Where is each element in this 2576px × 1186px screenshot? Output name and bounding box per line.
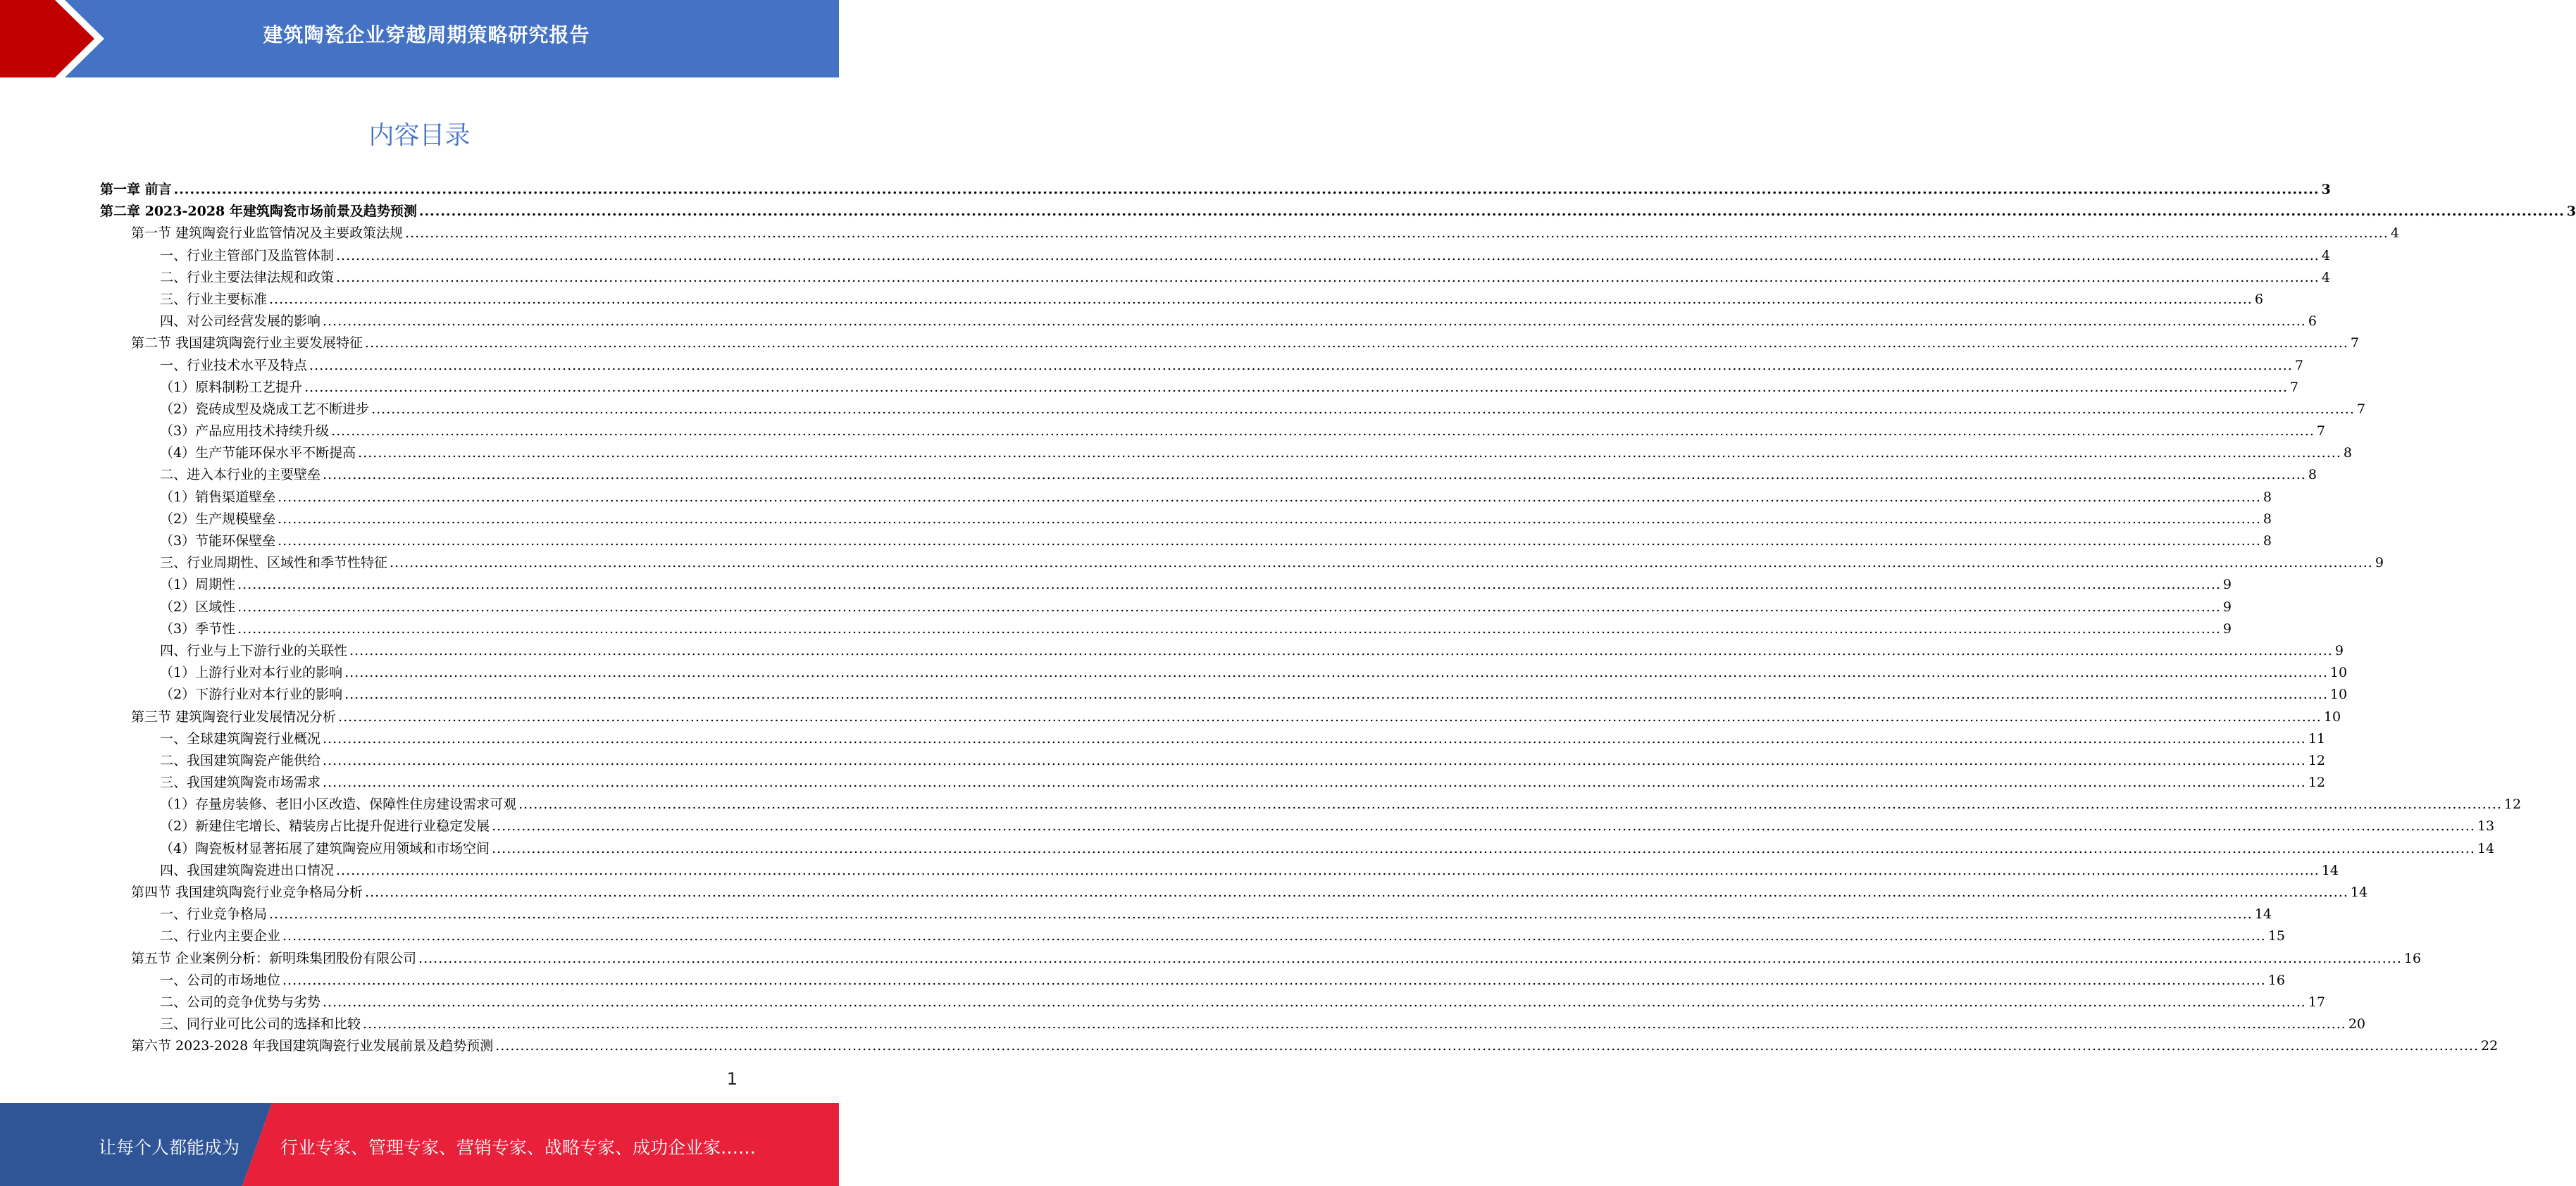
toc-entry[interactable] xyxy=(160,816,2495,837)
toc-entry-page: 8 xyxy=(2263,533,2272,549)
toc-entry-label: 二、我国建筑陶瓷产能供给 xyxy=(160,752,321,768)
toc-entry[interactable] xyxy=(131,223,2399,244)
toc-entry[interactable] xyxy=(131,948,2422,970)
toc-entry-page: 4 xyxy=(2321,269,2330,285)
toc-entry-page: 6 xyxy=(2254,291,2263,307)
toc-entry[interactable] xyxy=(160,618,2232,640)
toc-entry-page: 9 xyxy=(2222,599,2232,615)
toc-entry-label: （2）瓷砖成型及烧成工艺不断进步 xyxy=(160,401,370,417)
toc-entry-page: 13 xyxy=(2477,818,2495,835)
toc-entry-page: 22 xyxy=(2481,1038,2499,1054)
toc-entry[interactable] xyxy=(160,640,2344,662)
toc-entry-label: （1）销售渠道壁垒 xyxy=(160,489,276,505)
toc-entry-page: 10 xyxy=(2329,665,2348,681)
toc-entry-page: 3 xyxy=(2321,182,2331,197)
toc-entry-page: 7 xyxy=(2356,401,2366,417)
toc-entry-page: 16 xyxy=(2267,972,2286,988)
toc-entry[interactable] xyxy=(160,838,2495,860)
toc-entry[interactable] xyxy=(131,332,2359,354)
toc-entry-label: 一、行业主管部门及监管体制 xyxy=(160,247,335,263)
toc-entry[interactable] xyxy=(131,882,2368,904)
toc-entry-page: 14 xyxy=(2321,862,2339,878)
toc-entry[interactable] xyxy=(160,772,2326,794)
toc-entry-label: 二、行业内主要企业 xyxy=(160,928,281,944)
toc-leader-dots: ................................................................................................................................................................................................................................................................................................................................................................................................................ xyxy=(338,709,2322,725)
toc-entry[interactable] xyxy=(160,399,2366,420)
toc-entry[interactable] xyxy=(160,662,2348,684)
toc-entry-page: 6 xyxy=(2308,313,2317,330)
toc-entry-label: （2）新建住宅增长、精装房占比提升促进行业稳定发展 xyxy=(160,818,490,835)
toc-entry-page: 8 xyxy=(2263,511,2272,527)
toc-entry[interactable] xyxy=(160,267,2330,289)
toc-entry[interactable] xyxy=(160,355,2303,377)
toc-entry-page: 9 xyxy=(2222,620,2232,637)
toc-leader-dots: ................................................................................................................................................................................................................................................................................................................................................................................................................ xyxy=(323,994,2306,1010)
toc-entry[interactable] xyxy=(160,597,2232,618)
footer-banner xyxy=(0,1103,839,1186)
toc-entry[interactable] xyxy=(160,289,2263,311)
toc-leader-dots: ................................................................................................................................................................................................................................................................................................................................................................................................................ xyxy=(278,511,2261,527)
toc-entry-page: 9 xyxy=(2334,642,2344,658)
toc-entry-label: （3）节能环保壁垒 xyxy=(160,533,276,549)
toc-entry-page: 12 xyxy=(2308,775,2326,791)
toc-entry[interactable] xyxy=(131,706,2341,728)
toc-entry[interactable] xyxy=(160,377,2299,399)
footer-slogan-right: 行业专家、管理专家、营销专家、战略专家、成功企业家…… xyxy=(280,1137,757,1158)
toc-entry-label: （1）原料制粉工艺提升 xyxy=(160,379,303,395)
toc-entry[interactable] xyxy=(160,728,2326,750)
toc-leader-dots: ................................................................................................................................................................................................................................................................................................................................................................................................................ xyxy=(344,665,2328,681)
toc-entry-label: 三、行业主要标准 xyxy=(160,291,268,307)
toc-leader-dots: ................................................................................................................................................................................................................................................................................................................................................................................................................ xyxy=(282,928,2266,944)
toc-leader-dots: ................................................................................................................................................................................................................................................................................................................................................................................................................ xyxy=(269,291,2253,307)
toc-entry-page: 15 xyxy=(2267,928,2286,944)
toc-entry-label: （3）季节性 xyxy=(160,620,236,637)
toc-entry[interactable] xyxy=(160,464,2317,486)
toc-entry[interactable] xyxy=(160,1013,2366,1035)
toc-entry[interactable] xyxy=(160,245,2330,267)
toc-entry[interactable] xyxy=(160,904,2272,925)
toc-leader-dots: ................................................................................................................................................................................................................................................................................................................................................................................................................ xyxy=(365,335,2348,351)
toc-entry-label: 一、行业竞争格局 xyxy=(160,906,268,923)
toc-leader-dots: ................................................................................................................................................................................................................................................................................................................................................................................................................ xyxy=(323,752,2306,768)
toc-entry-label: 一、全球建筑陶瓷行业概况 xyxy=(160,730,321,747)
toc-entry-page: 7 xyxy=(2289,379,2299,395)
toc-leader-dots: ................................................................................................................................................................................................................................................................................................................................................................................................................ xyxy=(349,642,2333,658)
toc-entry-label: （1）上游行业对本行业的影响 xyxy=(160,665,343,681)
toc-leader-dots: ................................................................................................................................................................................................................................................................................................................................................................................................................ xyxy=(365,885,2348,900)
toc-entry-label: （3）产品应用技术持续升级 xyxy=(160,423,330,439)
toc-entry-label: 二、行业主要法律法规和政策 xyxy=(160,269,335,285)
toc-leader-dots: ................................................................................................................................................................................................................................................................................................................................................................................................................ xyxy=(390,555,2373,571)
toc-leader-dots: ................................................................................................................................................................................................................................................................................................................................................................................................................ xyxy=(282,972,2266,988)
toc-entry-page: 8 xyxy=(2263,489,2272,505)
toc-leader-dots: ................................................................................................................................................................................................................................................................................................................................................................................................................ xyxy=(363,1016,2346,1032)
toc-leader-dots: ................................................................................................................................................................................................................................................................................................................................................................................................................ xyxy=(358,445,2341,461)
toc-entry-label: 四、行业与上下游行业的关联性 xyxy=(160,642,348,658)
toc-entry[interactable] xyxy=(160,860,2339,882)
toc-entry-page: 4 xyxy=(2390,225,2399,242)
toc-leader-dots: ................................................................................................................................................................................................................................................................................................................................................................................................................ xyxy=(323,313,2306,330)
toc-entry-label: （1）存量房装修、老旧小区改造、保障性住房建设需求可观 xyxy=(160,797,517,813)
toc-leader-dots: ................................................................................................................................................................................................................................................................................................................................................................................................................ xyxy=(323,467,2306,483)
toc-entry-label: 第二章 2023-2028 年建筑陶瓷市场前景及趋势预测 xyxy=(100,204,417,220)
toc-leader-dots: ................................................................................................................................................................................................................................................................................................................................................................................................................ xyxy=(336,269,2320,285)
toc-entry-page: 3 xyxy=(2566,204,2576,220)
toc-leader-dots: ................................................................................................................................................................................................................................................................................................................................................................................................................ xyxy=(278,489,2261,505)
toc-leader-dots: ................................................................................................................................................................................................................................................................................................................................................................................................................ xyxy=(492,840,2475,856)
toc-entry-label: 第六节 2023-2028 年我国建筑陶瓷行业发展前景及趋势预测 xyxy=(131,1038,494,1054)
toc-leader-dots: ................................................................................................................................................................................................................................................................................................................................................................................................................ xyxy=(418,204,2565,220)
toc-entry-page: 14 xyxy=(2254,906,2272,923)
toc-entry[interactable] xyxy=(160,508,2272,530)
toc-entry[interactable] xyxy=(160,992,2326,1013)
toc-entry-page: 8 xyxy=(2343,445,2353,461)
toc-leader-dots: ................................................................................................................................................................................................................................................................................................................................................................................................................ xyxy=(323,730,2306,747)
toc-entry-page: 10 xyxy=(2329,687,2348,703)
toc-leader-dots: ................................................................................................................................................................................................................................................................................................................................................................................................................ xyxy=(336,247,2320,263)
toc-entry-label: （1）周期性 xyxy=(160,577,236,593)
toc-entry[interactable] xyxy=(160,530,2272,552)
toc-entry-label: 第五节 企业案例分析：新明珠集团股份有限公司 xyxy=(131,950,417,966)
toc-leader-dots: ................................................................................................................................................................................................................................................................................................................................................................................................................ xyxy=(269,906,2253,923)
toc-entry-label: （4）生产节能环保水平不断提高 xyxy=(160,445,356,461)
toc-entry-label: 四、我国建筑陶瓷进出口情况 xyxy=(160,862,335,878)
toc-leader-dots: ................................................................................................................................................................................................................................................................................................................................................................................................................ xyxy=(237,599,2221,615)
toc-entry-label: 第一章 前言 xyxy=(100,182,172,197)
toc-leader-dots: ................................................................................................................................................................................................................................................................................................................................................................................................................ xyxy=(304,379,2288,395)
toc-entry-label: 第三节 建筑陶瓷行业发展情况分析 xyxy=(131,709,337,725)
toc-leader-dots: ................................................................................................................................................................................................................................................................................................................................................................................................................ xyxy=(492,818,2475,835)
toc-entry-page: 8 xyxy=(2308,467,2317,483)
toc-entry-label: 二、公司的竞争优势与劣势 xyxy=(160,994,321,1010)
header-banner xyxy=(0,0,839,77)
toc-entry-page: 17 xyxy=(2308,994,2326,1010)
toc-entry-label: 四、对公司经营发展的影响 xyxy=(160,313,321,330)
toc-leader-dots: ................................................................................................................................................................................................................................................................................................................................................................................................................ xyxy=(405,225,2389,242)
toc-entry-label: 三、我国建筑陶瓷市场需求 xyxy=(160,775,321,791)
toc-leader-dots: ................................................................................................................................................................................................................................................................................................................................................................................................................ xyxy=(173,182,2320,197)
toc-entry[interactable] xyxy=(160,311,2317,332)
toc-entry-page: 20 xyxy=(2348,1016,2366,1032)
toc-entry-page: 11 xyxy=(2308,730,2326,747)
toc-entry-label: 一、公司的市场地位 xyxy=(160,972,281,988)
toc-entry[interactable] xyxy=(160,552,2384,574)
table-of-contents xyxy=(0,179,2576,1058)
toc-entry-label: （4）陶瓷板材显著拓展了建筑陶瓷应用领域和市场空间 xyxy=(160,840,490,856)
toc-entry-page: 12 xyxy=(2503,797,2522,813)
toc-entry-label: （2）下游行业对本行业的影响 xyxy=(160,687,343,703)
toc-entry-label: （2）区域性 xyxy=(160,599,236,615)
toc-entry-page: 9 xyxy=(2222,577,2232,593)
toc-entry-label: 三、行业周期性、区域性和季节性特征 xyxy=(160,555,388,571)
toc-leader-dots: ................................................................................................................................................................................................................................................................................................................................................................................................................ xyxy=(323,775,2306,791)
toc-leader-dots: ................................................................................................................................................................................................................................................................................................................................................................................................................ xyxy=(331,423,2315,439)
toc-leader-dots: ................................................................................................................................................................................................................................................................................................................................................................................................................ xyxy=(237,620,2221,637)
toc-leader-dots: ................................................................................................................................................................................................................................................................................................................................................................................................................ xyxy=(309,357,2293,373)
toc-leader-dots: ................................................................................................................................................................................................................................................................................................................................................................................................................ xyxy=(336,862,2320,878)
toc-entry-page: 14 xyxy=(2477,840,2495,856)
toc-entry[interactable] xyxy=(100,179,2331,201)
toc-entry-label: 第二节 我国建筑陶瓷行业主要发展特征 xyxy=(131,335,363,351)
toc-entry-label: 三、同行业可比公司的选择和比较 xyxy=(160,1016,361,1032)
toc-entry[interactable] xyxy=(160,794,2522,816)
toc-entry[interactable] xyxy=(160,970,2286,992)
header-title: 建筑陶瓷企业穿越周期策略研究报告 xyxy=(263,23,590,46)
toc-entry-page: 9 xyxy=(2375,555,2384,571)
toc-entry-page: 7 xyxy=(2350,335,2359,351)
toc-leader-dots: ................................................................................................................................................................................................................................................................................................................................................................................................................ xyxy=(237,577,2221,593)
toc-entry-page: 12 xyxy=(2308,752,2326,768)
toc-entry-page: 16 xyxy=(2403,950,2422,966)
toc-entry[interactable] xyxy=(160,750,2326,772)
toc-entry-page: 7 xyxy=(2316,423,2326,439)
toc-leader-dots: ................................................................................................................................................................................................................................................................................................................................................................................................................ xyxy=(418,950,2402,966)
toc-leader-dots: ................................................................................................................................................................................................................................................................................................................................................................................................................ xyxy=(495,1038,2479,1054)
toc-leader-dots: ................................................................................................................................................................................................................................................................................................................................................................................................................ xyxy=(344,687,2328,703)
toc-entry-page: 7 xyxy=(2294,357,2303,373)
toc-entry-label: （2）生产规模壁垒 xyxy=(160,511,276,527)
toc-entry-label: 二、进入本行业的主要壁垒 xyxy=(160,467,321,483)
toc-entry-page: 14 xyxy=(2350,885,2368,900)
toc-entry-label: 第四节 我国建筑陶瓷行业竞争格局分析 xyxy=(131,885,363,900)
toc-title: 内容目录 xyxy=(368,121,471,150)
toc-entry-page: 4 xyxy=(2321,247,2330,263)
toc-entry[interactable] xyxy=(160,442,2353,464)
toc-leader-dots: ................................................................................................................................................................................................................................................................................................................................................................................................................ xyxy=(518,797,2502,813)
toc-entry[interactable] xyxy=(160,574,2232,596)
toc-entry[interactable] xyxy=(100,201,2576,223)
page-number: 1 xyxy=(726,1069,738,1089)
toc-entry[interactable] xyxy=(131,1035,2499,1057)
toc-entry[interactable] xyxy=(160,684,2348,706)
toc-entry[interactable] xyxy=(160,925,2286,947)
toc-entry-page: 10 xyxy=(2323,709,2341,725)
toc-entry[interactable] xyxy=(160,487,2272,508)
footer-slogan-left: 让每个人都能成为 xyxy=(99,1137,240,1158)
toc-entry[interactable] xyxy=(160,420,2326,442)
toc-entry-label: 第一节 建筑陶瓷行业监管情况及主要政策法规 xyxy=(131,225,404,242)
toc-entry-label: 一、行业技术水平及特点 xyxy=(160,357,308,373)
toc-leader-dots: ................................................................................................................................................................................................................................................................................................................................................................................................................ xyxy=(278,533,2261,549)
toc-leader-dots: ................................................................................................................................................................................................................................................................................................................................................................................................................ xyxy=(371,401,2355,417)
